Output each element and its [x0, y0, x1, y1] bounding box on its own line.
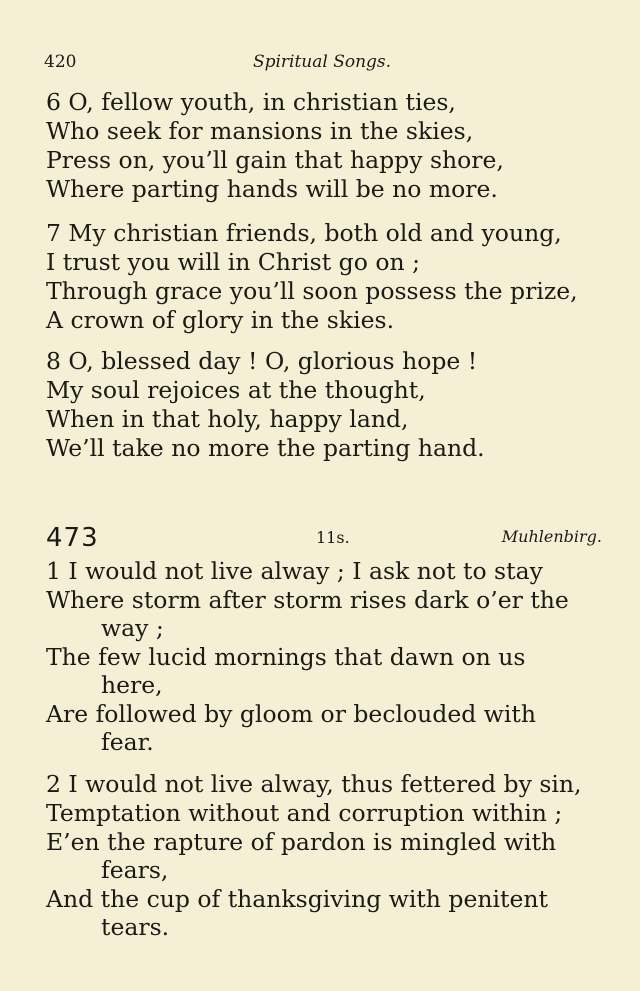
verse-line-continuation: here,: [101, 671, 163, 699]
verse-line: 6 O, fellow youth, in christian ties,: [46, 88, 456, 116]
verse-line: 1 I would not live alway ; I ask not to stay: [46, 557, 543, 585]
verse-line: Who seek for mansions in the skies,: [46, 117, 474, 145]
verse-line: And the cup of thanksgiving with penitent: [46, 885, 548, 913]
verse-line: Where storm after storm rises dark o’er the: [46, 586, 569, 614]
verse-line: 8 O, blessed day ! O, glorious hope !: [46, 347, 478, 375]
verse-line: Are followed by gloom or beclouded with: [46, 700, 536, 728]
verse-line: My soul rejoices at the thought,: [46, 376, 426, 404]
verse-line-continuation: way ;: [101, 614, 164, 642]
verse-line: Through grace you’ll soon possess the prize,: [46, 277, 578, 305]
hymn-tune: Muhlenbirg.: [501, 527, 602, 546]
page-header: [44, 52, 600, 76]
verse-line-continuation: fears,: [101, 856, 169, 884]
page-number: 420: [44, 52, 77, 72]
verse-line: Where parting hands will be no more.: [46, 175, 498, 203]
verse-line: 2 I would not live alway, thus fettered by sin,: [46, 770, 582, 798]
verse-line-continuation: tears.: [101, 913, 170, 941]
hymn-meter: 11s.: [316, 528, 350, 547]
verse-line: 7 My christian friends, both old and young,: [46, 219, 562, 247]
hymn-number: 473: [46, 523, 99, 553]
verse-line: The few lucid mornings that dawn on us: [46, 643, 526, 671]
verse-line-continuation: fear.: [101, 728, 154, 756]
verse-line: A crown of glory in the skies.: [46, 306, 395, 334]
running-title: Spiritual Songs.: [252, 52, 392, 72]
verse-line: E’en the rapture of pardon is mingled with: [46, 828, 557, 856]
hymn-heading: [46, 523, 602, 555]
verse-line: I trust you will in Christ go on ;: [46, 248, 420, 276]
verse-line: Temptation without and corruption within ;: [46, 799, 563, 827]
verse-line: When in that holy, happy land,: [46, 405, 409, 433]
verse-line: Press on, you’ll gain that happy shore,: [46, 146, 504, 174]
verse-line: We’ll take no more the parting hand.: [46, 434, 485, 462]
